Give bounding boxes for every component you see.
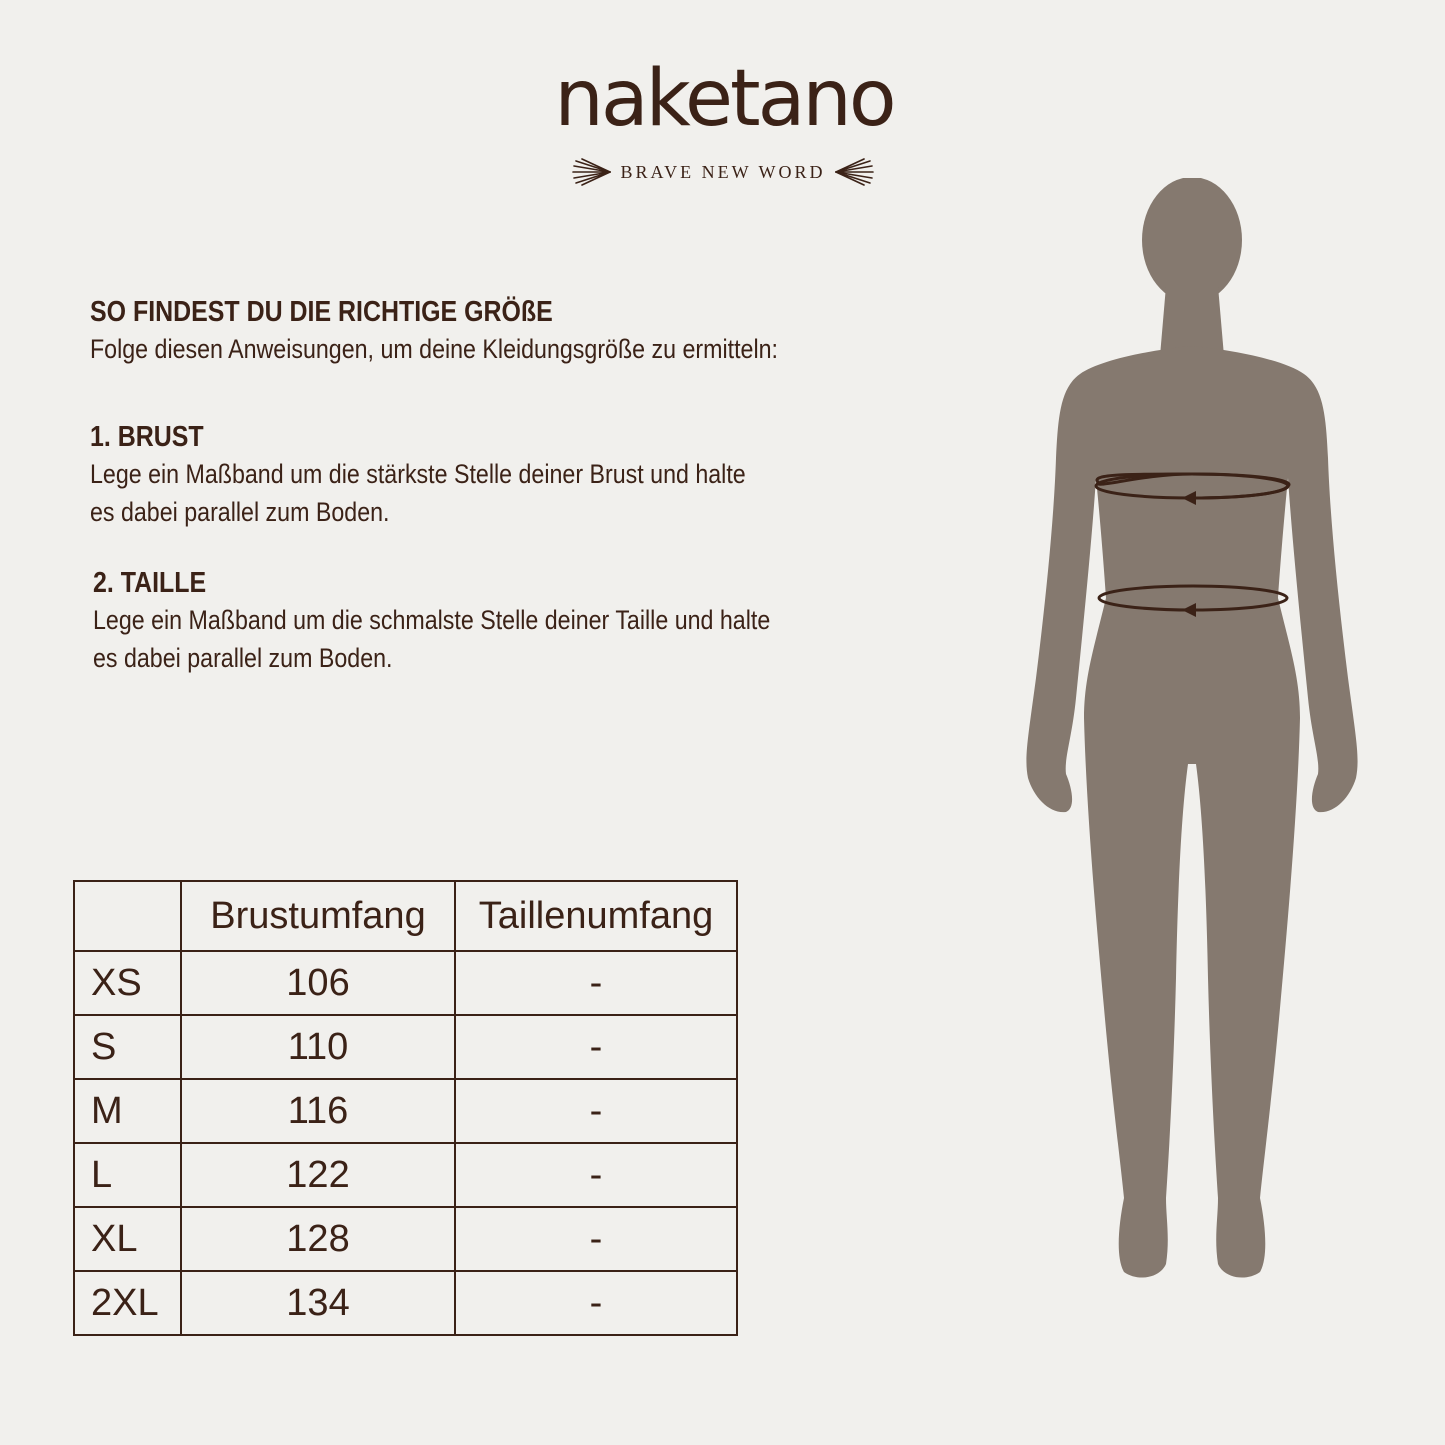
waist-cell: -: [455, 951, 737, 1015]
size-cell: 2XL: [74, 1271, 181, 1335]
waist-cell: -: [455, 1079, 737, 1143]
chest-cell: 122: [181, 1143, 455, 1207]
waist-cell: -: [455, 1143, 737, 1207]
table-row: [74, 1271, 737, 1335]
brand-logo: naketano: [554, 54, 894, 144]
waist-cell: -: [455, 1207, 737, 1271]
chest-cell: 116: [181, 1079, 455, 1143]
size-cell: XS: [74, 951, 181, 1015]
step-waist: [93, 565, 880, 677]
fan-ornament-right-icon: [834, 158, 874, 186]
table-row: [74, 1143, 737, 1207]
step-text-line: Lege ein Maßband um die schmalste Stelle deiner Taille und halte: [93, 605, 771, 635]
step-heading: 1. BRUST: [90, 421, 204, 453]
table-header-cell: [74, 881, 181, 951]
table-header-row: [74, 881, 737, 951]
step-text-line: Lege ein Maßband um die stärkste Stelle deiner Brust und halte: [90, 459, 746, 489]
brand-tagline-row: [552, 154, 894, 190]
waist-cell: -: [455, 1271, 737, 1335]
chest-cell: 106: [181, 951, 455, 1015]
intro-subtitle: Folge diesen Anweisungen, um deine Kleidungsgröße zu ermitteln:: [90, 334, 778, 364]
size-cell: L: [74, 1143, 181, 1207]
fan-ornament-left-icon: [572, 158, 612, 186]
table-header-cell: Taillenumfang: [455, 881, 737, 951]
brand-tagline: BRAVE NEW WORD: [620, 161, 826, 182]
size-cell: S: [74, 1015, 181, 1079]
chest-cell: 134: [181, 1271, 455, 1335]
chest-cell: 110: [181, 1015, 455, 1079]
body-silhouette-icon: [1020, 178, 1365, 1283]
step-text-line: es dabei parallel zum Boden.: [90, 497, 390, 527]
size-table: [73, 880, 738, 1336]
page-title: SO FINDEST DU DIE RICHTIGE GRÖßE: [90, 296, 553, 328]
table-header-cell: Brustumfang: [181, 881, 455, 951]
table-row: [74, 1207, 737, 1271]
chest-cell: 128: [181, 1207, 455, 1271]
step-text-line: es dabei parallel zum Boden.: [93, 643, 393, 673]
step-heading: 2. TAILLE: [93, 567, 207, 599]
table-row: [74, 1079, 737, 1143]
step-chest: [90, 419, 852, 531]
table-row: [74, 951, 737, 1015]
size-cell: M: [74, 1079, 181, 1143]
intro-section: [90, 294, 890, 368]
size-cell: XL: [74, 1207, 181, 1271]
table-row: [74, 1015, 737, 1079]
waist-cell: -: [455, 1015, 737, 1079]
